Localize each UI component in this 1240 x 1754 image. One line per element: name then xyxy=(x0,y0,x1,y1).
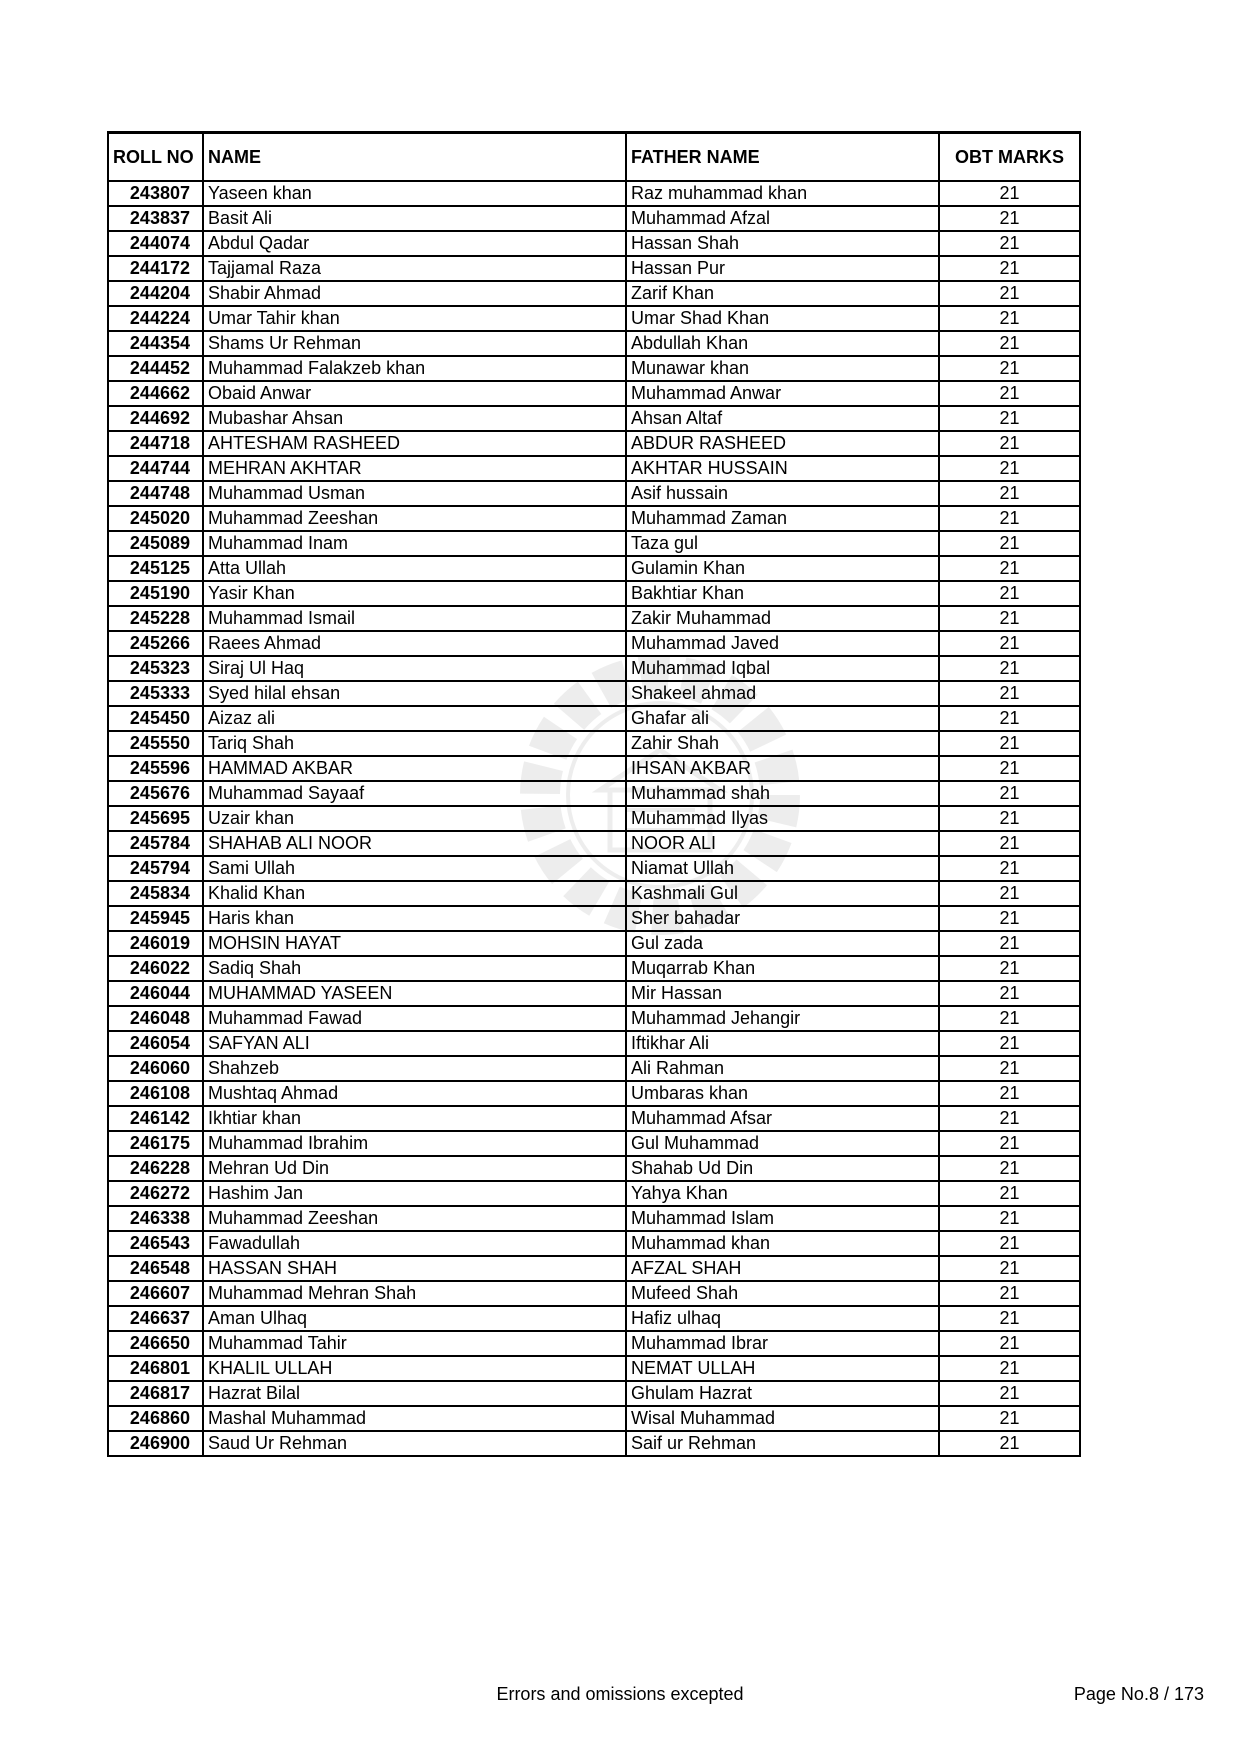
name-cell: Aman Ulhaq xyxy=(203,1306,626,1331)
roll-no-cell: 246142 xyxy=(108,1106,203,1131)
father-name-cell: Munawar khan xyxy=(626,356,939,381)
name-cell: Mehran Ud Din xyxy=(203,1156,626,1181)
name-cell: AHTESHAM RASHEED xyxy=(203,431,626,456)
obt-marks-cell: 21 xyxy=(939,356,1080,381)
obt-marks-cell: 21 xyxy=(939,806,1080,831)
father-name-cell: Muhammad Jehangir xyxy=(626,1006,939,1031)
table-row xyxy=(108,1156,1080,1181)
name-cell: Siraj Ul Haq xyxy=(203,656,626,681)
obt-marks-cell: 21 xyxy=(939,1256,1080,1281)
obt-marks-cell: 21 xyxy=(939,331,1080,356)
obt-marks-cell: 21 xyxy=(939,931,1080,956)
table-row xyxy=(108,1056,1080,1081)
roll-no-cell: 243837 xyxy=(108,206,203,231)
father-name-cell: Shahab Ud Din xyxy=(626,1156,939,1181)
table-row xyxy=(108,706,1080,731)
table-row xyxy=(108,506,1080,531)
table-row xyxy=(108,1256,1080,1281)
roll-no-cell: 245794 xyxy=(108,856,203,881)
father-name-cell: Mir Hassan xyxy=(626,981,939,1006)
father-name-cell: Abdullah Khan xyxy=(626,331,939,356)
roll-no-cell: 246637 xyxy=(108,1306,203,1331)
obt-marks-cell: 21 xyxy=(939,431,1080,456)
name-cell: MOHSIN HAYAT xyxy=(203,931,626,956)
roll-no-cell: 246108 xyxy=(108,1081,203,1106)
roll-no-cell: 244744 xyxy=(108,456,203,481)
obt-marks-cell: 21 xyxy=(939,381,1080,406)
roll-no-cell: 245676 xyxy=(108,781,203,806)
name-cell: Muhammad Zeeshan xyxy=(203,1206,626,1231)
father-name-cell: Bakhtiar Khan xyxy=(626,581,939,606)
obt-marks-cell: 21 xyxy=(939,1056,1080,1081)
obt-marks-cell: 21 xyxy=(939,231,1080,256)
roll-no-cell: 245450 xyxy=(108,706,203,731)
roll-no-cell: 246900 xyxy=(108,1431,203,1456)
name-cell: Shams Ur Rehman xyxy=(203,331,626,356)
father-name-cell: Umbaras khan xyxy=(626,1081,939,1106)
roll-no-cell: 245550 xyxy=(108,731,203,756)
name-cell: Basit Ali xyxy=(203,206,626,231)
table-row xyxy=(108,1281,1080,1306)
roll-no-cell: 246022 xyxy=(108,956,203,981)
name-cell: Sadiq Shah xyxy=(203,956,626,981)
name-cell: Mubashar Ahsan xyxy=(203,406,626,431)
roll-no-cell: 246607 xyxy=(108,1281,203,1306)
obt-marks-cell: 21 xyxy=(939,606,1080,631)
roll-no-cell: 243807 xyxy=(108,181,203,206)
table-row xyxy=(108,281,1080,306)
roll-no-cell: 246650 xyxy=(108,1331,203,1356)
table-row xyxy=(108,931,1080,956)
name-cell: Sami Ullah xyxy=(203,856,626,881)
roll-no-cell: 245125 xyxy=(108,556,203,581)
name-cell: Tariq Shah xyxy=(203,731,626,756)
father-name-cell: Kashmali Gul xyxy=(626,881,939,906)
roll-no-cell: 246019 xyxy=(108,931,203,956)
table-row xyxy=(108,331,1080,356)
obt-marks-cell: 21 xyxy=(939,1306,1080,1331)
obt-marks-cell: 21 xyxy=(939,1206,1080,1231)
table-row xyxy=(108,1231,1080,1256)
roll-no-cell: 246272 xyxy=(108,1181,203,1206)
obt-marks-cell: 21 xyxy=(939,406,1080,431)
table-row xyxy=(108,606,1080,631)
table-row xyxy=(108,1081,1080,1106)
father-name-cell: Muhammad Iqbal xyxy=(626,656,939,681)
obt-marks-cell: 21 xyxy=(939,1381,1080,1406)
name-cell: Shahzeb xyxy=(203,1056,626,1081)
father-name-cell: Ali Rahman xyxy=(626,1056,939,1081)
table-row xyxy=(108,456,1080,481)
roll-no-cell: 246338 xyxy=(108,1206,203,1231)
obt-marks-cell: 21 xyxy=(939,1156,1080,1181)
father-name-cell: Wisal Muhammad xyxy=(626,1406,939,1431)
name-cell: HASSAN SHAH xyxy=(203,1256,626,1281)
roll-no-cell: 244354 xyxy=(108,331,203,356)
father-name-cell: Muhammad Islam xyxy=(626,1206,939,1231)
obt-marks-cell: 21 xyxy=(939,831,1080,856)
roll-no-cell: 244692 xyxy=(108,406,203,431)
roll-no-cell: 245834 xyxy=(108,881,203,906)
table-row xyxy=(108,1181,1080,1206)
father-name-cell: Muhammad Ibrar xyxy=(626,1331,939,1356)
father-name-cell: Iftikhar Ali xyxy=(626,1031,939,1056)
father-name-cell: IHSAN AKBAR xyxy=(626,756,939,781)
name-cell: Obaid Anwar xyxy=(203,381,626,406)
name-cell: Muhammad Ibrahim xyxy=(203,1131,626,1156)
roll-no-cell: 245190 xyxy=(108,581,203,606)
roll-no-cell: 244718 xyxy=(108,431,203,456)
name-cell: Ikhtiar khan xyxy=(203,1106,626,1131)
table-row xyxy=(108,956,1080,981)
table-row xyxy=(108,181,1080,206)
roll-no-cell: 246048 xyxy=(108,1006,203,1031)
name-cell: Uzair khan xyxy=(203,806,626,831)
table-row xyxy=(108,431,1080,456)
roll-no-cell: 245020 xyxy=(108,506,203,531)
name-cell: Raees Ahmad xyxy=(203,631,626,656)
roll-no-cell: 245228 xyxy=(108,606,203,631)
table-row xyxy=(108,1106,1080,1131)
header-obt-marks: OBT MARKS xyxy=(939,133,1080,182)
table-row xyxy=(108,981,1080,1006)
name-cell: Muhammad Tahir xyxy=(203,1331,626,1356)
roll-no-cell: 246054 xyxy=(108,1031,203,1056)
father-name-cell: Asif hussain xyxy=(626,481,939,506)
name-cell: Saud Ur Rehman xyxy=(203,1431,626,1456)
header-father-name: FATHER NAME xyxy=(626,133,939,182)
roll-no-cell: 246228 xyxy=(108,1156,203,1181)
obt-marks-cell: 21 xyxy=(939,256,1080,281)
table-row xyxy=(108,381,1080,406)
name-cell: SAFYAN ALI xyxy=(203,1031,626,1056)
roll-no-cell: 246044 xyxy=(108,981,203,1006)
table-row xyxy=(108,581,1080,606)
table-row xyxy=(108,756,1080,781)
table-row xyxy=(108,556,1080,581)
father-name-cell: Saif ur Rehman xyxy=(626,1431,939,1456)
father-name-cell: Zarif Khan xyxy=(626,281,939,306)
father-name-cell: Muhammad shah xyxy=(626,781,939,806)
father-name-cell: AKHTAR HUSSAIN xyxy=(626,456,939,481)
obt-marks-cell: 21 xyxy=(939,781,1080,806)
father-name-cell: Ahsan Altaf xyxy=(626,406,939,431)
header-name: NAME xyxy=(203,133,626,182)
name-cell: Mushtaq Ahmad xyxy=(203,1081,626,1106)
father-name-cell: ABDUR RASHEED xyxy=(626,431,939,456)
roll-no-cell: 244452 xyxy=(108,356,203,381)
father-name-cell: Muhammad Afsar xyxy=(626,1106,939,1131)
roll-no-cell: 246860 xyxy=(108,1406,203,1431)
table-row xyxy=(108,1381,1080,1406)
name-cell: Abdul Qadar xyxy=(203,231,626,256)
table-row xyxy=(108,906,1080,931)
footer-note: Errors and omissions excepted xyxy=(496,1684,744,1704)
father-name-cell: NOOR ALI xyxy=(626,831,939,856)
roll-no-cell: 246548 xyxy=(108,1256,203,1281)
roll-no-cell: 245784 xyxy=(108,831,203,856)
name-cell: Umar Tahir khan xyxy=(203,306,626,331)
roll-no-cell: 244662 xyxy=(108,381,203,406)
name-cell: SHAHAB ALI NOOR xyxy=(203,831,626,856)
name-cell: Muhammad Usman xyxy=(203,481,626,506)
roll-no-cell: 245695 xyxy=(108,806,203,831)
name-cell: Muhammad Sayaaf xyxy=(203,781,626,806)
obt-marks-cell: 21 xyxy=(939,856,1080,881)
table-row xyxy=(108,1406,1080,1431)
obt-marks-cell: 21 xyxy=(939,556,1080,581)
father-name-cell: Zahir Shah xyxy=(626,731,939,756)
father-name-cell: Muhammad Javed xyxy=(626,631,939,656)
father-name-cell: Muhammad Ilyas xyxy=(626,806,939,831)
roll-no-cell: 244074 xyxy=(108,231,203,256)
father-name-cell: Hassan Pur xyxy=(626,256,939,281)
father-name-cell: Yahya Khan xyxy=(626,1181,939,1206)
name-cell: Yasir Khan xyxy=(203,581,626,606)
table-row xyxy=(108,1431,1080,1456)
table-row xyxy=(108,1131,1080,1156)
header-roll-no: ROLL NO xyxy=(108,133,203,182)
roll-no-cell: 246060 xyxy=(108,1056,203,1081)
father-name-cell: Umar Shad Khan xyxy=(626,306,939,331)
father-name-cell: NEMAT ULLAH xyxy=(626,1356,939,1381)
name-cell: Tajjamal Raza xyxy=(203,256,626,281)
obt-marks-cell: 21 xyxy=(939,756,1080,781)
name-cell: KHALIL ULLAH xyxy=(203,1356,626,1381)
name-cell: Shabir Ahmad xyxy=(203,281,626,306)
obt-marks-cell: 21 xyxy=(939,1106,1080,1131)
obt-marks-cell: 21 xyxy=(939,1031,1080,1056)
name-cell: Aizaz ali xyxy=(203,706,626,731)
obt-marks-cell: 21 xyxy=(939,506,1080,531)
father-name-cell: Sher bahadar xyxy=(626,906,939,931)
table-row xyxy=(108,256,1080,281)
obt-marks-cell: 21 xyxy=(939,306,1080,331)
roll-no-cell: 245596 xyxy=(108,756,203,781)
father-name-cell: Mufeed Shah xyxy=(626,1281,939,1306)
table-row xyxy=(108,206,1080,231)
father-name-cell: Ghafar ali xyxy=(626,706,939,731)
father-name-cell: Muhammad Zaman xyxy=(626,506,939,531)
obt-marks-cell: 21 xyxy=(939,731,1080,756)
father-name-cell: Gul Muhammad xyxy=(626,1131,939,1156)
table-row xyxy=(108,1356,1080,1381)
obt-marks-cell: 21 xyxy=(939,1231,1080,1256)
obt-marks-cell: 21 xyxy=(939,1406,1080,1431)
father-name-cell: Hassan Shah xyxy=(626,231,939,256)
roll-no-cell: 246801 xyxy=(108,1356,203,1381)
obt-marks-cell: 21 xyxy=(939,481,1080,506)
table-row xyxy=(108,806,1080,831)
results-table xyxy=(107,131,1081,1457)
name-cell: Muhammad Mehran Shah xyxy=(203,1281,626,1306)
obt-marks-cell: 21 xyxy=(939,456,1080,481)
obt-marks-cell: 21 xyxy=(939,1331,1080,1356)
father-name-cell: Zakir Muhammad xyxy=(626,606,939,631)
father-name-cell: Gul zada xyxy=(626,931,939,956)
father-name-cell: Raz muhammad khan xyxy=(626,181,939,206)
obt-marks-cell: 21 xyxy=(939,881,1080,906)
obt-marks-cell: 21 xyxy=(939,706,1080,731)
father-name-cell: Muhammad khan xyxy=(626,1231,939,1256)
name-cell: Hashim Jan xyxy=(203,1181,626,1206)
name-cell: Muhammad Falakzeb khan xyxy=(203,356,626,381)
name-cell: HAMMAD AKBAR xyxy=(203,756,626,781)
obt-marks-cell: 21 xyxy=(939,1131,1080,1156)
father-name-cell: Muhammad Afzal xyxy=(626,206,939,231)
obt-marks-cell: 21 xyxy=(939,1281,1080,1306)
table-row xyxy=(108,481,1080,506)
father-name-cell: Muhammad Anwar xyxy=(626,381,939,406)
name-cell: Muhammad Ismail xyxy=(203,606,626,631)
table-body xyxy=(108,181,1080,1456)
name-cell: MUHAMMAD YASEEN xyxy=(203,981,626,1006)
page-number: Page No.8 / 173 xyxy=(1073,1684,1204,1704)
roll-no-cell: 245333 xyxy=(108,681,203,706)
name-cell: Muhammad Zeeshan xyxy=(203,506,626,531)
roll-no-cell: 244224 xyxy=(108,306,203,331)
obt-marks-cell: 21 xyxy=(939,656,1080,681)
father-name-cell: Niamat Ullah xyxy=(626,856,939,881)
name-cell: Yaseen khan xyxy=(203,181,626,206)
table-row xyxy=(108,231,1080,256)
table-row xyxy=(108,356,1080,381)
table-row xyxy=(108,1331,1080,1356)
name-cell: Syed hilal ehsan xyxy=(203,681,626,706)
table-row xyxy=(108,1306,1080,1331)
table-row xyxy=(108,1206,1080,1231)
table-row xyxy=(108,656,1080,681)
name-cell: Fawadullah xyxy=(203,1231,626,1256)
table-row xyxy=(108,856,1080,881)
table-row xyxy=(108,1031,1080,1056)
name-cell: Mashal Muhammad xyxy=(203,1406,626,1431)
roll-no-cell: 246175 xyxy=(108,1131,203,1156)
father-name-cell: AFZAL SHAH xyxy=(626,1256,939,1281)
table-row xyxy=(108,831,1080,856)
name-cell: Haris khan xyxy=(203,906,626,931)
obt-marks-cell: 21 xyxy=(939,956,1080,981)
obt-marks-cell: 21 xyxy=(939,1181,1080,1206)
roll-no-cell: 245945 xyxy=(108,906,203,931)
table-header-row xyxy=(108,133,1080,182)
roll-no-cell: 245266 xyxy=(108,631,203,656)
name-cell: Hazrat Bilal xyxy=(203,1381,626,1406)
table-row xyxy=(108,731,1080,756)
obt-marks-cell: 21 xyxy=(939,981,1080,1006)
roll-no-cell: 245089 xyxy=(108,531,203,556)
roll-no-cell: 246817 xyxy=(108,1381,203,1406)
name-cell: Muhammad Fawad xyxy=(203,1006,626,1031)
table-row xyxy=(108,681,1080,706)
father-name-cell: Taza gul xyxy=(626,531,939,556)
obt-marks-cell: 21 xyxy=(939,581,1080,606)
roll-no-cell: 244204 xyxy=(108,281,203,306)
obt-marks-cell: 21 xyxy=(939,631,1080,656)
roll-no-cell: 245323 xyxy=(108,656,203,681)
name-cell: MEHRAN AKHTAR xyxy=(203,456,626,481)
obt-marks-cell: 21 xyxy=(939,906,1080,931)
obt-marks-cell: 21 xyxy=(939,206,1080,231)
obt-marks-cell: 21 xyxy=(939,1081,1080,1106)
name-cell: Atta Ullah xyxy=(203,556,626,581)
name-cell: Khalid Khan xyxy=(203,881,626,906)
table-row xyxy=(108,306,1080,331)
obt-marks-cell: 21 xyxy=(939,281,1080,306)
obt-marks-cell: 21 xyxy=(939,181,1080,206)
table-row xyxy=(108,406,1080,431)
table-row xyxy=(108,531,1080,556)
table-row xyxy=(108,1006,1080,1031)
table-row xyxy=(108,781,1080,806)
roll-no-cell: 244172 xyxy=(108,256,203,281)
father-name-cell: Gulamin Khan xyxy=(626,556,939,581)
roll-no-cell: 246543 xyxy=(108,1231,203,1256)
obt-marks-cell: 21 xyxy=(939,681,1080,706)
obt-marks-cell: 21 xyxy=(939,1431,1080,1456)
obt-marks-cell: 21 xyxy=(939,531,1080,556)
roll-no-cell: 244748 xyxy=(108,481,203,506)
father-name-cell: Ghulam Hazrat xyxy=(626,1381,939,1406)
table-row xyxy=(108,631,1080,656)
table-row xyxy=(108,881,1080,906)
obt-marks-cell: 21 xyxy=(939,1356,1080,1381)
father-name-cell: Shakeel ahmad xyxy=(626,681,939,706)
name-cell: Muhammad Inam xyxy=(203,531,626,556)
father-name-cell: Muqarrab Khan xyxy=(626,956,939,981)
obt-marks-cell: 21 xyxy=(939,1006,1080,1031)
father-name-cell: Hafiz ulhaq xyxy=(626,1306,939,1331)
